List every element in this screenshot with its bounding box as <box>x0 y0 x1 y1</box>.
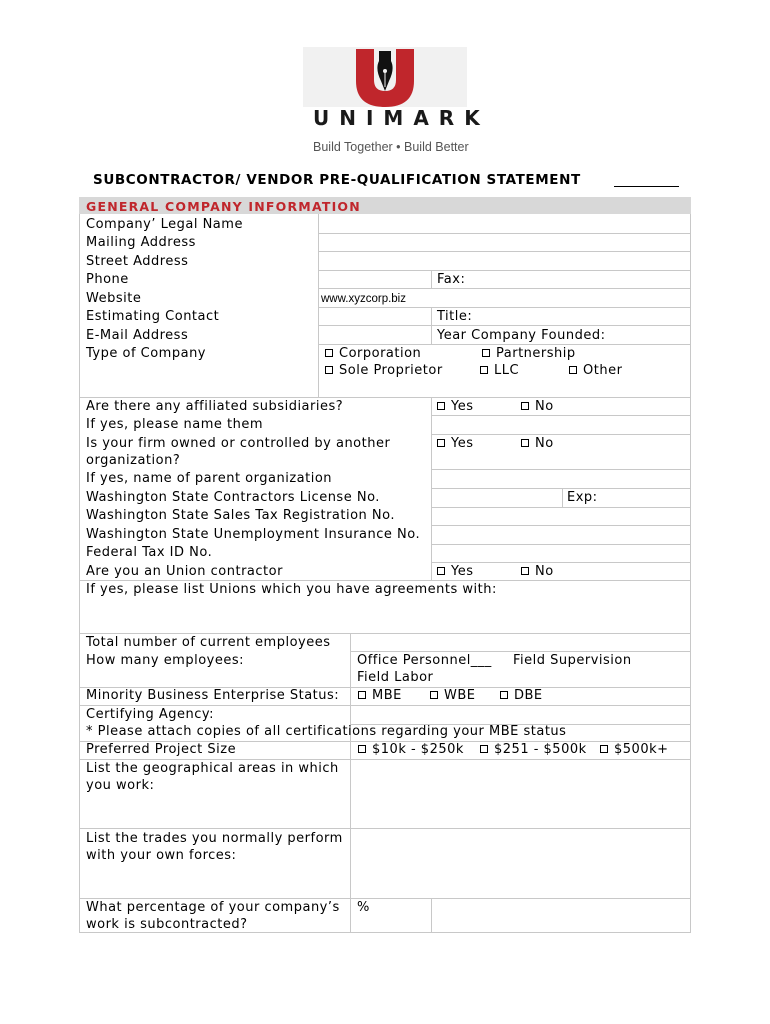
checkbox-icon <box>325 366 333 374</box>
checkbox-subsidiaries-no[interactable]: No <box>521 399 554 415</box>
input-trades[interactable] <box>351 829 690 897</box>
label-trades-line2: with your own forces: <box>86 848 237 863</box>
input-geographical-areas[interactable] <box>351 760 690 827</box>
label-phone: Phone <box>86 272 129 287</box>
input-union-list[interactable] <box>80 600 690 632</box>
input-legal-name[interactable] <box>319 215 690 232</box>
label-subsidiaries: Are there any affiliated subsidiaries? <box>86 399 344 414</box>
label-mailing-address: Mailing Address <box>86 235 196 250</box>
label-union-list: If yes, please list Unions which you have agreements with: <box>86 582 497 597</box>
checkbox-icon <box>437 567 445 575</box>
input-federal-tax[interactable] <box>432 545 690 562</box>
label-exp: Exp: <box>567 490 598 505</box>
label-project-size: Preferred Project Size <box>86 742 237 757</box>
input-estimating-contact[interactable] <box>319 308 430 325</box>
label-office-personnel[interactable]: Office Personnel___ <box>357 653 492 668</box>
input-sales-tax[interactable] <box>432 508 690 525</box>
checkbox-sole-proprietor[interactable]: Sole Proprietor <box>325 363 443 379</box>
checkbox-mbe[interactable]: MBE <box>358 688 402 704</box>
checkbox-wbe[interactable]: WBE <box>430 688 476 704</box>
checkbox-icon <box>600 745 608 753</box>
checkbox-size-10k-250k[interactable]: $10k - $250k <box>358 742 464 758</box>
input-parent-name[interactable] <box>432 470 690 487</box>
label-field-supervision[interactable]: Field Supervision <box>513 653 632 668</box>
label-subcontract-line2: work is subcontracted? <box>86 917 248 932</box>
label-sales-tax: Washington State Sales Tax Registration No. <box>86 508 395 523</box>
label-owned-line2: organization? <box>86 453 181 468</box>
label-unemployment: Washington State Unemployment Insurance No. <box>86 527 421 542</box>
checkbox-icon <box>521 567 529 575</box>
label-subcontract-line1: What percentage of your company’s <box>86 900 340 915</box>
checkbox-partnership[interactable]: Partnership <box>482 346 576 362</box>
input-street-address[interactable] <box>319 252 690 269</box>
label-geo-line1: List the geographical areas in which <box>86 761 339 776</box>
checkbox-icon <box>521 402 529 410</box>
label-estimating-contact: Estimating Contact <box>86 309 220 324</box>
checkbox-icon <box>358 691 366 699</box>
input-subsidiaries-name[interactable] <box>432 416 690 433</box>
checkbox-icon <box>480 366 488 374</box>
input-phone[interactable] <box>319 271 430 288</box>
checkbox-icon <box>569 366 577 374</box>
label-fax: Fax: <box>437 272 466 287</box>
checkbox-owned-no[interactable]: No <box>521 436 554 452</box>
checkbox-other[interactable]: Other <box>569 363 622 379</box>
checkbox-size-500k-plus[interactable]: $500k+ <box>600 742 669 758</box>
checkbox-size-251-500k[interactable]: $251 - $500k <box>480 742 587 758</box>
checkbox-subsidiaries-yes[interactable]: Yes <box>437 399 474 415</box>
checkbox-icon <box>480 745 488 753</box>
checkbox-icon <box>430 691 438 699</box>
label-federal-tax: Federal Tax ID No. <box>86 545 213 560</box>
label-certifying-agency: Certifying Agency: <box>86 707 215 722</box>
label-trades-line1: List the trades you normally perform <box>86 831 343 846</box>
label-field-labor[interactable]: Field Labor <box>357 670 434 685</box>
checkbox-llc[interactable]: LLC <box>480 363 519 379</box>
checkbox-corporation[interactable]: Corporation <box>325 346 421 362</box>
unimark-logo <box>303 47 490 157</box>
checkbox-icon <box>500 691 508 699</box>
checkbox-owned-yes[interactable]: Yes <box>437 436 474 452</box>
page-title: SUBCONTRACTOR/ VENDOR PRE-QUALIFICATION STATEMENT <box>93 172 581 188</box>
checkbox-union-no[interactable]: No <box>521 564 554 580</box>
logo-mark-icon <box>303 47 467 107</box>
logo-tagline: Build Together • Build Better <box>313 140 469 154</box>
checkbox-icon <box>325 349 333 357</box>
label-contractors-license: Washington State Contractors License No. <box>86 490 380 505</box>
input-website[interactable]: www.xyzcorp.biz <box>321 293 406 305</box>
input-mailing-address[interactable] <box>319 234 690 251</box>
label-type-of-company: Type of Company <box>86 346 206 361</box>
input-contractors-license[interactable] <box>432 489 561 506</box>
checkbox-dbe[interactable]: DBE <box>500 688 543 704</box>
label-union: Are you an Union contractor <box>86 564 283 579</box>
label-mbe-status: Minority Business Enterprise Status: <box>86 688 340 703</box>
label-how-many: How many employees: <box>86 653 245 668</box>
input-certifying-agency[interactable] <box>351 706 690 723</box>
input-total-employees[interactable] <box>351 634 690 651</box>
label-total-employees: Total number of current employees <box>86 635 331 650</box>
label-legal-name: Company’ Legal Name <box>86 217 243 232</box>
input-email[interactable] <box>319 326 430 343</box>
label-street-address: Street Address <box>86 254 189 269</box>
section-header-general: GENERAL COMPANY INFORMATION <box>86 199 361 214</box>
certification-note: * Please attach copies of all certifications regarding your MBE status <box>86 724 567 739</box>
input-percent-subcontracted[interactable]: % <box>357 900 370 915</box>
checkbox-icon <box>482 349 490 357</box>
checkbox-icon <box>437 439 445 447</box>
label-subsidiaries-name: If yes, please name them <box>86 417 264 432</box>
label-title: Title: <box>437 309 473 324</box>
label-email: E-Mail Address <box>86 328 189 343</box>
checkbox-union-yes[interactable]: Yes <box>437 564 474 580</box>
logo-brand-text: UNIMARK <box>313 106 490 130</box>
checkbox-icon <box>358 745 366 753</box>
label-owned-line1: Is your firm owned or controlled by another <box>86 436 391 451</box>
input-unemployment[interactable] <box>432 526 690 543</box>
label-parent-name: If yes, name of parent organization <box>86 471 333 486</box>
label-website: Website <box>86 291 142 306</box>
label-geo-line2: you work: <box>86 778 155 793</box>
title-underline <box>614 186 679 187</box>
checkbox-icon <box>521 439 529 447</box>
checkbox-icon <box>437 402 445 410</box>
label-year-founded: Year Company Founded: <box>437 328 606 343</box>
